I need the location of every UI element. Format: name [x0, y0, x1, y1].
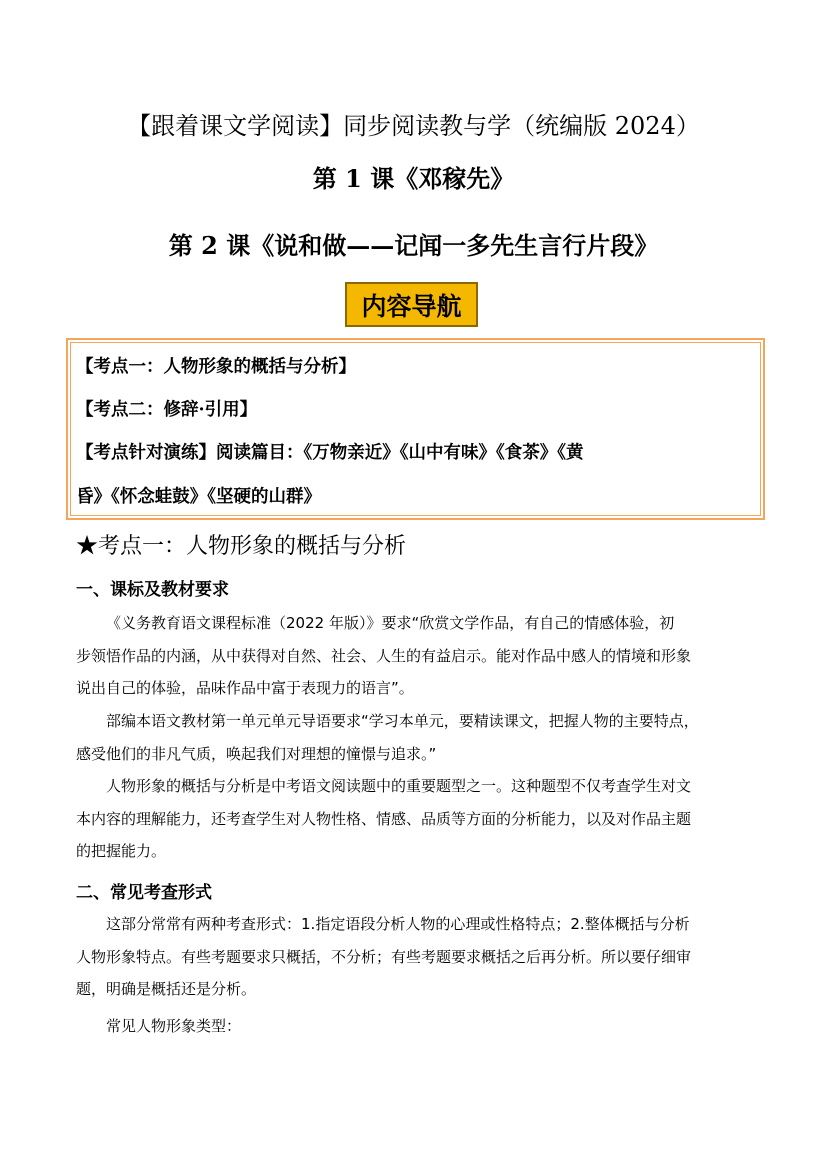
paragraph-line: 常见人物形象类型： [106, 1017, 242, 1035]
paragraph-line: 《义务教育语文课程标准（2022 年版）》要求“欣赏文学作品，有自己的情感体验，初 [106, 614, 675, 632]
paragraph-importance [76, 770, 754, 868]
paragraph-character-types [76, 1010, 754, 1043]
nav-item-practice: 【考点针对演练】阅读篇目：《万物亲近》《山中有味》《食茶》《黄 [76, 443, 584, 463]
content-navigation-badge: 内容导航 [345, 282, 478, 327]
lesson-2-title: 第 2 课《说和做——记闻一多先生言行片段》 [168, 231, 659, 260]
paragraph-line: 步领悟作品的内涵，从中获得对自然、社会、人生的有益启示。能对作品中感人的情境和形象 [76, 646, 692, 665]
paragraph-line: 人物形象特点。有些考题要求只概括，不分析；有些考题要求概括之后再分析。所以要仔细审 [76, 947, 692, 966]
paragraph-line: 的把握能力。 [76, 842, 167, 860]
section-heading: ★考点一：人物形象的概括与分析 [76, 534, 407, 559]
paragraph-line: 这部分常常有两种考查形式：1.指定语段分析人物的心理或性格特点；2.整体概括与分析 [106, 915, 690, 933]
paragraph-line: 说出自己的体验，品味作品中富于表现力的语言”。 [76, 679, 414, 697]
subheading-curriculum: 一、课标及教材要求 [76, 580, 229, 600]
nav-item-point-1: 【考点一：人物形象的概括与分析】 [76, 357, 356, 377]
paragraph-standard [76, 607, 754, 705]
paragraph-line: 本内容的理解能力，还考查学生对人物性格、情感、品质等方面的分析能力，以及对作品主题 [76, 809, 692, 828]
paragraph-textbook [76, 705, 754, 770]
paragraph-question-forms [76, 908, 754, 1006]
nav-item-practice-cont: 昏》《怀念蛙鼓》《坚硬的山群》 [76, 487, 321, 507]
paragraph-line: 感受他们的非凡气质，唤起我们对理想的憧憬与追求。” [76, 744, 437, 763]
paragraph-line: 人物形象的概括与分析是中考语文阅读题中的重要题型之一。这种题型不仅考查学生对文 [106, 777, 692, 795]
series-title: 【跟着课文学阅读】同步阅读教与学（统编版 2024） [127, 112, 700, 140]
nav-item-point-2: 【考点二：修辞·引用】 [76, 400, 258, 420]
lesson-1-title: 第 1 课《邓稼先》 [312, 164, 515, 193]
paragraph-line: 部编本语文教材第一单元单元导语要求“学习本单元，要精读课文，把握人物的主要特点， [106, 712, 699, 730]
paragraph-line: 题，明确是概括还是分析。 [76, 980, 257, 998]
subheading-question-forms: 二、常见考查形式 [76, 883, 212, 903]
